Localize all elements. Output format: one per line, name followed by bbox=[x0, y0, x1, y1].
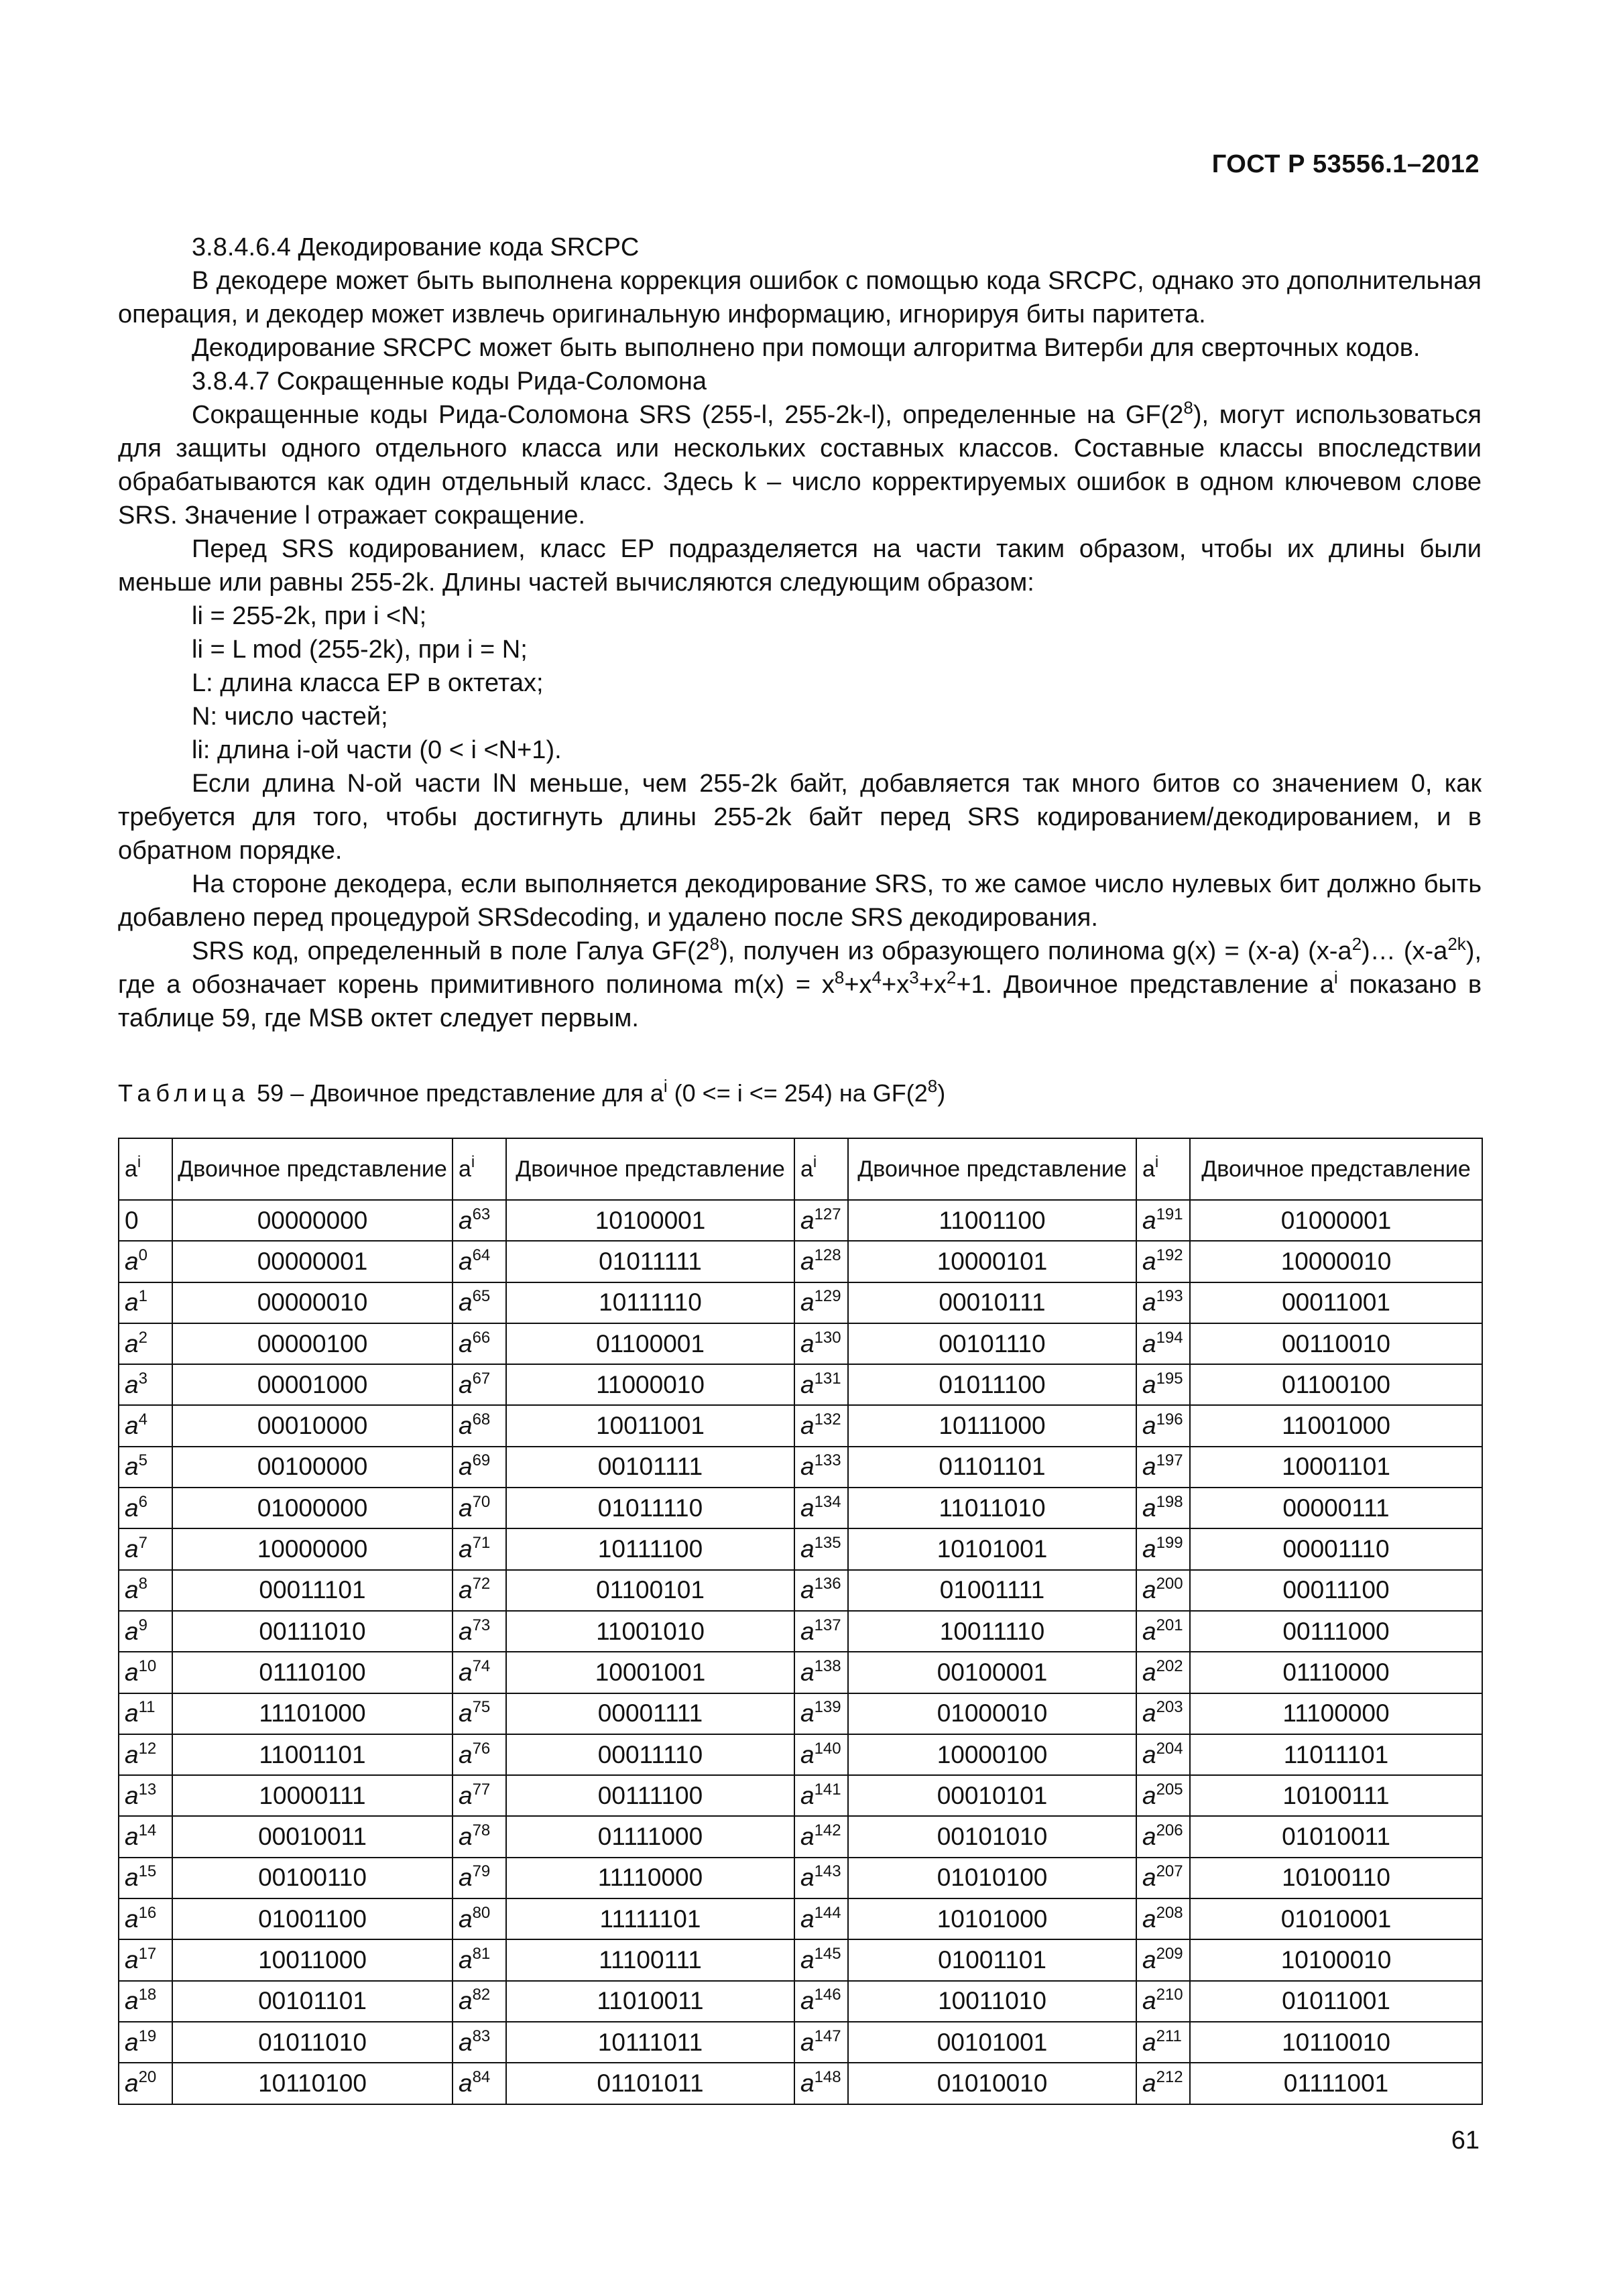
power-cell: $a^{78}$ bbox=[453, 1816, 506, 1857]
binary-cell: 11100000 bbox=[1190, 1693, 1482, 1734]
formula-line: li = L mod (255-2k), при i = N; bbox=[192, 636, 528, 664]
power-cell: $a^{202}$ bbox=[1136, 1652, 1190, 1693]
power-cell: $a^{63}$ bbox=[453, 1200, 506, 1241]
power-cell: $a^2$ bbox=[119, 1323, 172, 1364]
power-cell: $a^{83}$ bbox=[453, 2022, 506, 2063]
power-cell: $a^{138}$ bbox=[794, 1652, 848, 1693]
binary-cell: 01010100 bbox=[848, 1858, 1136, 1898]
binary-cell: 00010111 bbox=[848, 1282, 1136, 1323]
binary-cell: 10111100 bbox=[506, 1528, 794, 1569]
paragraph: Декодирование SRCPC может быть выполнено при помощи алгоритма Витерби для сверточных кодов. bbox=[192, 334, 1421, 362]
binary-cell: 11101000 bbox=[172, 1693, 453, 1734]
table-row bbox=[119, 1570, 1482, 1611]
power-cell: $a^0$ bbox=[119, 1241, 172, 1282]
table-row bbox=[119, 1693, 1482, 1734]
binary-cell: 00101001 bbox=[848, 2022, 1136, 2063]
binary-cell: 10101000 bbox=[848, 1898, 1136, 1939]
binary-cell: 10111000 bbox=[848, 1405, 1136, 1446]
power-cell: $a^{144}$ bbox=[794, 1898, 848, 1939]
power-cell: $a^{200}$ bbox=[1136, 1570, 1190, 1611]
binary-cell: 01101101 bbox=[848, 1447, 1136, 1488]
binary-cell: 01011010 bbox=[172, 2022, 453, 2063]
power-cell: $a^{76}$ bbox=[453, 1734, 506, 1775]
binary-cell: 00100000 bbox=[172, 1447, 453, 1488]
binary-cell: 01010001 bbox=[1190, 1898, 1482, 1939]
table-row bbox=[119, 1734, 1482, 1775]
binary-cell: 10100111 bbox=[1190, 1775, 1482, 1816]
binary-cell: 01010011 bbox=[1190, 1816, 1482, 1857]
power-cell: $a^{140}$ bbox=[794, 1734, 848, 1775]
binary-cell: 10110010 bbox=[1190, 2022, 1482, 2063]
power-cell: $a^{136}$ bbox=[794, 1570, 848, 1611]
binary-cell: 10111110 bbox=[506, 1282, 794, 1323]
power-cell: $a^{131}$ bbox=[794, 1364, 848, 1405]
power-cell: $a^{77}$ bbox=[453, 1775, 506, 1816]
paragraph: SRS код, определенный в поле Галуа $GF(2^8)$, получен из образующего полинома g(x) = (x-a) $(x-a^2)\dots$ $(x-a^{2k})$, где a обозначает корень примитивного полинома $m(x) = x^8+x^4+x^3+x^2+1$. Двоичное представление $a^i$ показано в таблице 59, где MSB октет следует первым. bbox=[118, 934, 1482, 1032]
binary-cell: 00000001 bbox=[172, 1241, 453, 1282]
table-row bbox=[119, 1488, 1482, 1528]
table-row bbox=[119, 1816, 1482, 1857]
binary-cell: 01000000 bbox=[172, 1488, 453, 1528]
binary-cell: 00111000 bbox=[1190, 1611, 1482, 1652]
power-cell: $a^{69}$ bbox=[453, 1447, 506, 1488]
binary-cell: 01100101 bbox=[506, 1570, 794, 1611]
binary-cell: 11011101 bbox=[1190, 1734, 1482, 1775]
binary-cell: 11001010 bbox=[506, 1611, 794, 1652]
binary-cell: 01001101 bbox=[848, 1939, 1136, 1980]
power-cell: $a^{71}$ bbox=[453, 1528, 506, 1569]
binary-cell: 01100100 bbox=[1190, 1364, 1482, 1405]
binary-cell: 11001100 bbox=[848, 1200, 1136, 1241]
binary-cell: 00101111 bbox=[506, 1447, 794, 1488]
table-row bbox=[119, 1282, 1482, 1323]
power-cell: $a^{143}$ bbox=[794, 1858, 848, 1898]
power-cell: $a^{193}$ bbox=[1136, 1282, 1190, 1323]
binary-cell: 00001111 bbox=[506, 1693, 794, 1734]
binary-cell: 11000010 bbox=[506, 1364, 794, 1405]
table-row bbox=[119, 1858, 1482, 1898]
formula-line: li: длина i-ой части (0 < i <N+1). bbox=[192, 736, 562, 764]
table-caption bbox=[118, 1078, 945, 1109]
binary-cell: 10000101 bbox=[848, 1241, 1136, 1282]
table-header-row bbox=[119, 1138, 1482, 1200]
table-row bbox=[119, 2063, 1482, 2104]
binary-cell: 10011110 bbox=[848, 1611, 1136, 1652]
paragraph: Сокращенные коды Рида-Соломона SRS (255-l, 255-2k-l), определенные на $GF(2^8)$, могут использоваться для защиты одного отдельного класса или нескольких составных классов. Составные классы впоследствии обрабатываются как один отдельный класс. Здесь k – число корректируемых ошибок в одном ключевом слове SRS. Значение l отражает сокращение. bbox=[118, 398, 1482, 530]
binary-cell: 10100001 bbox=[506, 1200, 794, 1241]
power-cell: $a^{130}$ bbox=[794, 1323, 848, 1364]
binary-cell: 00101101 bbox=[172, 1981, 453, 2022]
binary-cell: 01001111 bbox=[848, 1570, 1136, 1611]
power-cell: $a^9$ bbox=[119, 1611, 172, 1652]
power-cell: $a^{211}$ bbox=[1136, 2022, 1190, 2063]
power-cell: $a^3$ bbox=[119, 1364, 172, 1405]
binary-cell: 01000001 bbox=[1190, 1200, 1482, 1241]
table-row bbox=[119, 2022, 1482, 2063]
section-heading: 3.8.4.6.4 Декодирование кода SRCPC bbox=[192, 233, 640, 261]
table-row bbox=[119, 1364, 1482, 1405]
binary-cell: 00000010 bbox=[172, 1282, 453, 1323]
column-header-binary: Двоичное представление bbox=[172, 1138, 453, 1200]
table-row bbox=[119, 1528, 1482, 1569]
power-cell: $a^{19}$ bbox=[119, 2022, 172, 2063]
binary-cell: 10110100 bbox=[172, 2063, 453, 2104]
binary-cell: 01000010 bbox=[848, 1693, 1136, 1734]
binary-cell: 00010101 bbox=[848, 1775, 1136, 1816]
power-cell: $a^{141}$ bbox=[794, 1775, 848, 1816]
binary-cell: 01110100 bbox=[172, 1652, 453, 1693]
power-cell: $a^{14}$ bbox=[119, 1816, 172, 1857]
table-row bbox=[119, 1775, 1482, 1816]
table-row bbox=[119, 1447, 1482, 1488]
binary-cell: 00000111 bbox=[1190, 1488, 1482, 1528]
power-cell: $a^{80}$ bbox=[453, 1898, 506, 1939]
binary-cell: 00000100 bbox=[172, 1323, 453, 1364]
power-cell: $a^{82}$ bbox=[453, 1981, 506, 2022]
binary-cell: 00011100 bbox=[1190, 1570, 1482, 1611]
power-cell: $a^{15}$ bbox=[119, 1858, 172, 1898]
power-cell: $a^{84}$ bbox=[453, 2063, 506, 2104]
binary-cell: 11001000 bbox=[1190, 1405, 1482, 1446]
binary-cell: 10000000 bbox=[172, 1528, 453, 1569]
formula-line: L: длина класса EP в октетах; bbox=[192, 669, 544, 697]
power-cell: $a^{67}$ bbox=[453, 1364, 506, 1405]
binary-cell: 10000111 bbox=[172, 1775, 453, 1816]
power-cell: $a^{79}$ bbox=[453, 1858, 506, 1898]
power-cell: $a^{81}$ bbox=[453, 1939, 506, 1980]
binary-cell: 00100001 bbox=[848, 1652, 1136, 1693]
table-row bbox=[119, 1652, 1482, 1693]
column-header-binary: Двоичное представление bbox=[848, 1138, 1136, 1200]
power-cell: $a^{196}$ bbox=[1136, 1405, 1190, 1446]
binary-cell: 01100001 bbox=[506, 1323, 794, 1364]
binary-cell: 10111011 bbox=[506, 2022, 794, 2063]
binary-cell: 00011110 bbox=[506, 1734, 794, 1775]
table-caption-label: Таблица bbox=[118, 1079, 251, 1107]
binary-cell: 01101011 bbox=[506, 2063, 794, 2104]
column-header-binary: Двоичное представление bbox=[506, 1138, 794, 1200]
power-cell: $a^{147}$ bbox=[794, 2022, 848, 2063]
power-cell: $a^4$ bbox=[119, 1405, 172, 1446]
binary-cell: 01011100 bbox=[848, 1364, 1136, 1405]
binary-representation-table bbox=[118, 1138, 1483, 2105]
power-cell: $a^{17}$ bbox=[119, 1939, 172, 1980]
power-cell: $a^{194}$ bbox=[1136, 1323, 1190, 1364]
power-cell: $a^{129}$ bbox=[794, 1282, 848, 1323]
binary-cell: 00101010 bbox=[848, 1816, 1136, 1857]
table-row bbox=[119, 1405, 1482, 1446]
power-cell: $a^{146}$ bbox=[794, 1981, 848, 2022]
binary-cell: 01011111 bbox=[506, 1241, 794, 1282]
power-cell: $a^{195}$ bbox=[1136, 1364, 1190, 1405]
binary-cell: 10000100 bbox=[848, 1734, 1136, 1775]
power-cell: $a^{133}$ bbox=[794, 1447, 848, 1488]
binary-cell: 01001100 bbox=[172, 1898, 453, 1939]
page-number: 61 bbox=[1451, 2126, 1480, 2155]
binary-cell: 10011010 bbox=[848, 1981, 1136, 2022]
power-cell: $a^{212}$ bbox=[1136, 2063, 1190, 2104]
binary-cell: 01011110 bbox=[506, 1488, 794, 1528]
table-row bbox=[119, 1200, 1482, 1241]
power-cell: $a^{191}$ bbox=[1136, 1200, 1190, 1241]
power-cell: $a^{137}$ bbox=[794, 1611, 848, 1652]
power-cell: $a^{128}$ bbox=[794, 1241, 848, 1282]
binary-cell: 10001101 bbox=[1190, 1447, 1482, 1488]
power-cell: $a^{66}$ bbox=[453, 1323, 506, 1364]
column-header-power: $a^i$ bbox=[453, 1138, 506, 1200]
binary-cell: 10100010 bbox=[1190, 1939, 1482, 1980]
column-header-power: $a^i$ bbox=[794, 1138, 848, 1200]
power-cell: $a^6$ bbox=[119, 1488, 172, 1528]
power-cell: $a^{13}$ bbox=[119, 1775, 172, 1816]
binary-cell: 11010011 bbox=[506, 1981, 794, 2022]
power-cell: $a^{210}$ bbox=[1136, 1981, 1190, 2022]
table-row bbox=[119, 1241, 1482, 1282]
binary-cell: 11001101 bbox=[172, 1734, 453, 1775]
binary-cell: 10011001 bbox=[506, 1405, 794, 1446]
power-cell: $a^{75}$ bbox=[453, 1693, 506, 1734]
document-header: ГОСТ Р 53556.1–2012 bbox=[1211, 150, 1480, 178]
table-row bbox=[119, 1898, 1482, 1939]
power-cell: $a^{199}$ bbox=[1136, 1528, 1190, 1569]
power-cell: $a^{203}$ bbox=[1136, 1693, 1190, 1734]
power-cell: $a^{208}$ bbox=[1136, 1898, 1190, 1939]
binary-cell: 00011001 bbox=[1190, 1282, 1482, 1323]
column-header-power: $a^i$ bbox=[1136, 1138, 1190, 1200]
power-cell: $a^{127}$ bbox=[794, 1200, 848, 1241]
binary-cell: 01111000 bbox=[506, 1816, 794, 1857]
binary-cell: 10001001 bbox=[506, 1652, 794, 1693]
binary-cell: 10011000 bbox=[172, 1939, 453, 1980]
power-cell: $a^{198}$ bbox=[1136, 1488, 1190, 1528]
power-cell: $a^{11}$ bbox=[119, 1693, 172, 1734]
power-cell: $a^{205}$ bbox=[1136, 1775, 1190, 1816]
power-cell: $a^{10}$ bbox=[119, 1652, 172, 1693]
power-cell: $a^8$ bbox=[119, 1570, 172, 1611]
power-cell: $a^{207}$ bbox=[1136, 1858, 1190, 1898]
power-cell: $a^{192}$ bbox=[1136, 1241, 1190, 1282]
paragraph: Перед SRS кодированием, класс EP подразделяется на части таким образом, чтобы их длины были меньше или равны 255-2k. Длины частей вычисляются следующим образом: bbox=[118, 535, 1482, 597]
power-cell: $a^{73}$ bbox=[453, 1611, 506, 1652]
power-cell: $a^{206}$ bbox=[1136, 1816, 1190, 1857]
binary-cell: 10101001 bbox=[848, 1528, 1136, 1569]
power-cell: $a^{16}$ bbox=[119, 1898, 172, 1939]
power-cell: $a^{18}$ bbox=[119, 1981, 172, 2022]
binary-cell: 00101110 bbox=[848, 1323, 1136, 1364]
power-cell: $a^{12}$ bbox=[119, 1734, 172, 1775]
binary-cell: 10000010 bbox=[1190, 1241, 1482, 1282]
power-cell: $a^{74}$ bbox=[453, 1652, 506, 1693]
binary-cell: 01111001 bbox=[1190, 2063, 1482, 2104]
binary-cell: 00110010 bbox=[1190, 1323, 1482, 1364]
column-header-power: $a^i$ bbox=[119, 1138, 172, 1200]
binary-cell: 00001000 bbox=[172, 1364, 453, 1405]
formula-line: N: число частей; bbox=[192, 703, 388, 731]
binary-cell: 11110000 bbox=[506, 1858, 794, 1898]
power-cell: $a^{204}$ bbox=[1136, 1734, 1190, 1775]
binary-cell: 00001110 bbox=[1190, 1528, 1482, 1569]
binary-cell: 11011010 bbox=[848, 1488, 1136, 1528]
power-cell: $a^{197}$ bbox=[1136, 1447, 1190, 1488]
body-text bbox=[118, 231, 1482, 1035]
binary-cell: 10100110 bbox=[1190, 1858, 1482, 1898]
power-cell: $a^{20}$ bbox=[119, 2063, 172, 2104]
table-row bbox=[119, 1981, 1482, 2022]
binary-cell: 00111100 bbox=[506, 1775, 794, 1816]
binary-cell: 00010000 bbox=[172, 1405, 453, 1446]
power-cell: $a^{201}$ bbox=[1136, 1611, 1190, 1652]
power-cell: $a^{70}$ bbox=[453, 1488, 506, 1528]
binary-cell: 00111010 bbox=[172, 1611, 453, 1652]
power-cell: $a^{135}$ bbox=[794, 1528, 848, 1569]
power-cell: $a^{65}$ bbox=[453, 1282, 506, 1323]
power-cell: $a^{142}$ bbox=[794, 1816, 848, 1857]
column-header-binary: Двоичное представление bbox=[1190, 1138, 1482, 1200]
binary-cell: 00100110 bbox=[172, 1858, 453, 1898]
power-cell: $a^{139}$ bbox=[794, 1693, 848, 1734]
power-cell: $a^{209}$ bbox=[1136, 1939, 1190, 1980]
paragraph: На стороне декодера, если выполняется декодирование SRS, то же самое число нулевых бит должно быть добавлено перед процедурой SRSdecoding, и удалено после SRS декодирования. bbox=[118, 870, 1482, 932]
power-cell: 0 bbox=[119, 1200, 172, 1241]
power-cell: $a^{68}$ bbox=[453, 1405, 506, 1446]
binary-cell: 11111101 bbox=[506, 1898, 794, 1939]
power-cell: $a^{64}$ bbox=[453, 1241, 506, 1282]
binary-cell: 01110000 bbox=[1190, 1652, 1482, 1693]
power-cell: $a^1$ bbox=[119, 1282, 172, 1323]
power-cell: $a^{148}$ bbox=[794, 2063, 848, 2104]
power-cell: $a^5$ bbox=[119, 1447, 172, 1488]
power-cell: $a^{72}$ bbox=[453, 1570, 506, 1611]
paragraph: Если длина N-ой части lN меньше, чем 255-2k байт, добавляется так много битов со значением 0, как требуется для того, чтобы достигнуть длины 255-2k байт перед SRS кодированием/декодированием, и в обратном порядке. bbox=[118, 770, 1482, 865]
section-heading: 3.8.4.7 Сокращенные коды Рида-Соломона bbox=[192, 367, 707, 396]
power-cell: $a^{145}$ bbox=[794, 1939, 848, 1980]
formula-line: li = 255-2k, при i <N; bbox=[192, 602, 427, 630]
binary-cell: 11100111 bbox=[506, 1939, 794, 1980]
binary-cell: 00000000 bbox=[172, 1200, 453, 1241]
table-body bbox=[119, 1200, 1482, 2104]
power-cell: $a^{132}$ bbox=[794, 1405, 848, 1446]
binary-cell: 01010010 bbox=[848, 2063, 1136, 2104]
table-row bbox=[119, 1611, 1482, 1652]
binary-cell: 00010011 bbox=[172, 1816, 453, 1857]
binary-cell: 00011101 bbox=[172, 1570, 453, 1611]
power-cell: $a^{134}$ bbox=[794, 1488, 848, 1528]
binary-cell: 01011001 bbox=[1190, 1981, 1482, 2022]
power-cell: $a^7$ bbox=[119, 1528, 172, 1569]
paragraph: В декодере может быть выполнена коррекция ошибок с помощью кода SRCPC, однако это дополнительная операция, и декодер может извлечь оригинальную информацию, игнорируя биты паритета. bbox=[118, 267, 1482, 328]
table-caption-text: 59 – Двоичное представление для $a^i$ (0 <= i <= 254) на $GF(2^8)$ bbox=[250, 1076, 946, 1107]
table-row bbox=[119, 1939, 1482, 1980]
table-row bbox=[119, 1323, 1482, 1364]
